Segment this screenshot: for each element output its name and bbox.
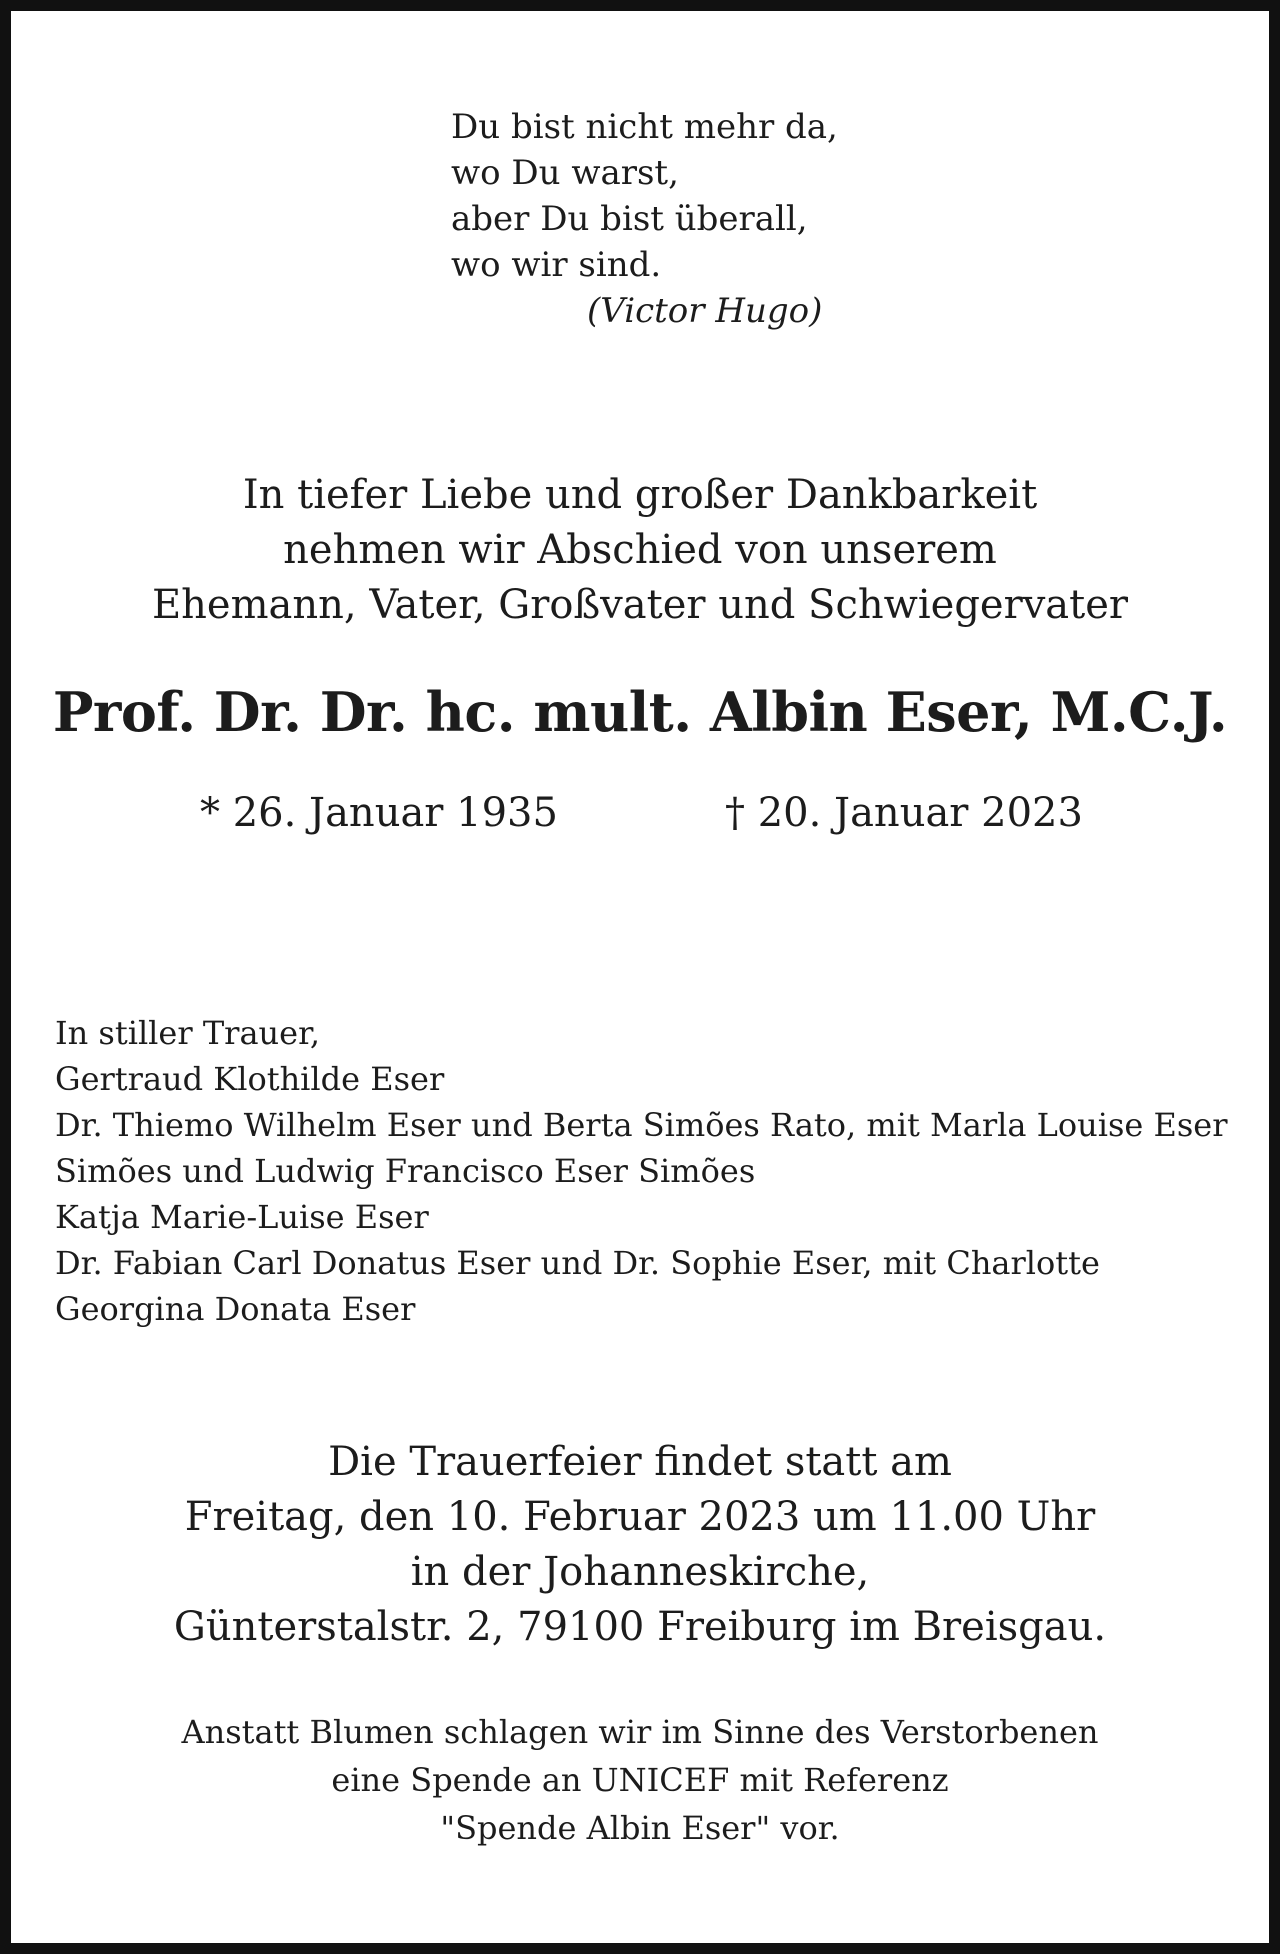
poem-line: wo Du warst,	[451, 153, 679, 193]
poem-quote	[451, 104, 838, 334]
mourner-entry: Katja Marie-Luise Eser	[55, 1198, 429, 1236]
ceremony-line: Die Trauerfeier findet statt am	[328, 1439, 952, 1485]
ceremony-line: in der Johanneskirche,	[410, 1549, 870, 1595]
poem-line: wo wir sind.	[451, 245, 662, 285]
ceremony-line: Freitag, den 10. Februar 2023 um 11.00 Uhr	[184, 1494, 1096, 1540]
funeral-service-info	[0, 1435, 1280, 1655]
mourners-intro: In stiller Trauer,	[55, 1014, 321, 1052]
donation-line: "Spende Albin Eser" vor.	[440, 1809, 840, 1847]
mourner-entry: Dr. Fabian Carl Donatus Eser und Dr. Sophie Eser, mit Charlotte Georgina Donata Eser	[55, 1244, 1100, 1328]
donation-note	[0, 1708, 1280, 1852]
poem-line: Du bist nicht mehr da,	[451, 107, 838, 147]
death-date: † 20. Januar 2023	[725, 790, 1083, 836]
deceased-name: Prof. Dr. Dr. hc. mult. Albin Eser, M.C.J.	[52, 680, 1228, 744]
poem-author: (Victor Hugo)	[587, 291, 823, 331]
ceremony-line: Günterstalstr. 2, 79100 Freiburg im Breisgau.	[173, 1604, 1107, 1650]
mourner-entry: Gertraud Klothilde Eser	[55, 1060, 445, 1098]
donation-line: Anstatt Blumen schlagen wir im Sinne des Verstorbenen	[181, 1713, 1099, 1751]
poem-line: aber Du bist überall,	[451, 199, 808, 239]
intro-line: In tiefer Liebe und großer Dankbarkeit	[242, 472, 1038, 518]
farewell-intro	[0, 468, 1280, 633]
mourners-list	[55, 1010, 1235, 1332]
mourner-entry: Dr. Thiemo Wilhelm Eser und Berta Simões Rato, mit Marla Louise Eser Simões und Ludwig Francisco Eser Simões	[55, 1106, 1228, 1190]
intro-line: nehmen wir Abschied von unserem	[283, 527, 997, 573]
birth-date: * 26. Januar 1935	[200, 790, 558, 836]
donation-line: eine Spende an UNICEF mit Referenz	[331, 1761, 949, 1799]
intro-line: Ehemann, Vater, Großvater und Schwiegervater	[151, 582, 1129, 628]
